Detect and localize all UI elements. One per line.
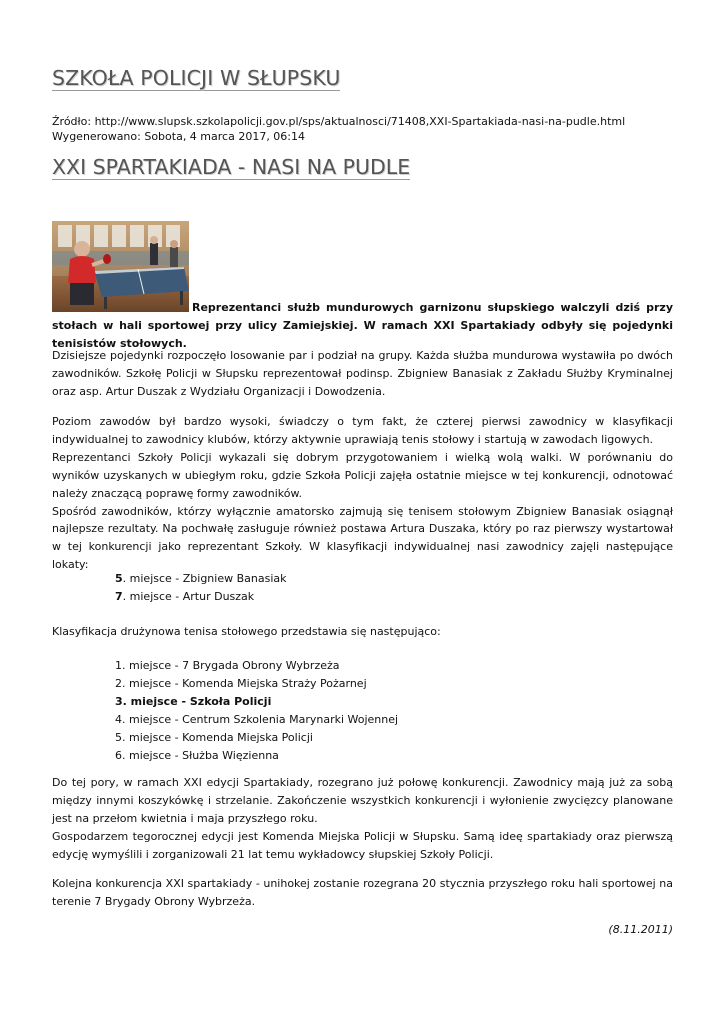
article-lead: Reprezentanci służb mundurowych garnizonu słupskiego walczyli dziś przy stołach w hali sportowej przy ulicy Zamiejskiej. W ramach XXI Spartakiady odbyły się pojedynki tenisistów stołowych. bbox=[52, 301, 673, 350]
list-item: 5. miejsce - Komenda Miejska Policji bbox=[115, 730, 313, 744]
site-title: SZKOŁA POLICJI W SŁUPSKU bbox=[52, 66, 341, 90]
team-results-list bbox=[115, 657, 398, 764]
article-body-block-2 bbox=[52, 774, 673, 864]
source-line: Źródło: http://www.slupsk.szkolapolicji.gov.pl/sps/aktualnosci/71408,XXI-Spartakiada-nasi-na-pudle.html bbox=[52, 115, 626, 128]
list-item: 7. miejsce - Artur Duszak bbox=[115, 589, 255, 603]
article-body-block bbox=[52, 413, 673, 574]
list-item: 4. miejsce - Centrum Szkolenia Marynarki Wojennej bbox=[115, 712, 399, 726]
list-item: 5. miejsce - Zbigniew Banasiak bbox=[115, 572, 287, 585]
list-item: 1. miejsce - 7 Brygada Obrony Wybrzeża bbox=[115, 659, 340, 672]
list-item: 3. miejsce - Szkoła Policji bbox=[115, 694, 272, 708]
paragraph-2: Poziom zawodów był bardzo wysoki, świadczy o tym fakt, że czterej pierwsi zawodnicy w klasyfikacji indywidualnej to zawodnicy klubów, którzy aktywnie uprawiają tenis stołowy i startują w zawodach ligowych. bbox=[52, 415, 673, 446]
paragraph-5: Klasyfikacja drużynowa tenisa stołowego przedstawia się następująco: bbox=[52, 625, 441, 638]
paragraph-6: Do tej pory, w ramach XXI edycji Spartakiady, rozegrano już połowę konkurencji. Zawodnicy mają już za sobą między innymi koszykówkę i strzelanie. Zakończenie wszystkich konkurencji i wyłonienie zwycięzcy planowane jest na przełom kwietnia i maja przyszłego roku. bbox=[52, 776, 673, 825]
paragraph-8: Kolejna konkurencja XXI spartakiady - unihokej zostanie rozegrana 20 stycznia przyszłego roku hali sportowej na terenie 7 Brygady Obrony Wybrzeża. bbox=[52, 877, 673, 908]
article-title: XXI SPARTAKIADA - NASI NA PUDLE bbox=[52, 155, 411, 179]
article-date: (8.11.2011) bbox=[608, 923, 673, 936]
paragraph-7: Gospodarzem tegorocznej edycji jest Komenda Miejska Policji w Słupsku. Samą ideę spartakiady oraz pierwszą edycję wymyślili i zorganizowali 21 lat temu wykładowcy słupskiej Szkoły Policji. bbox=[52, 829, 673, 861]
list-item: 2. miejsce - Komenda Miejska Straży Pożarnej bbox=[115, 676, 367, 690]
paragraph-1: Dzisiejsze pojedynki rozpoczęło losowanie par i podział na grupy. Każda służba mundurowa wystawiła po dwóch zawodników. Szkołę Policji w Słupsku reprezentował podinsp. Zbigniew Banasiak z Zakładu Służby Kryminalnej oraz asp. Artur Duszak z Wydziału Organizacji i Dowodzenia. bbox=[52, 349, 673, 398]
generated-line: Wygenerowano: Sobota, 4 marca 2017, 06:14 bbox=[52, 129, 306, 143]
paragraph-3: Reprezentanci Szkoły Policji wykazali się dobrym przygotowaniem i wielką wolą walki. W porównaniu do wyników uzyskanych w ubiegłym roku, gdzie Szkoła Policji zajęła ostatnie miejsce w tej konkurencji, odnotować należy znaczącą poprawę formy zawodników. bbox=[52, 450, 673, 500]
document-meta bbox=[52, 115, 625, 144]
individual-results-list bbox=[115, 570, 287, 606]
paragraph-4: Spośród zawodników, którzy wyłącznie amatorsko zajmują się tenisem stołowym Zbigniew Banasiak osiągnął najlepsze rezultaty. Na pochwałę zasługuje również postawa Artura Duszaka, który po raz pierwszy wystartował w tej konkurencji jako reprezentant Szkoły. W klasyfikacji indywidualnej nasi zawodnicy zajęli następujące lokaty: bbox=[52, 504, 673, 572]
list-item: 6. miejsce - Służba Więzienna bbox=[115, 748, 279, 762]
